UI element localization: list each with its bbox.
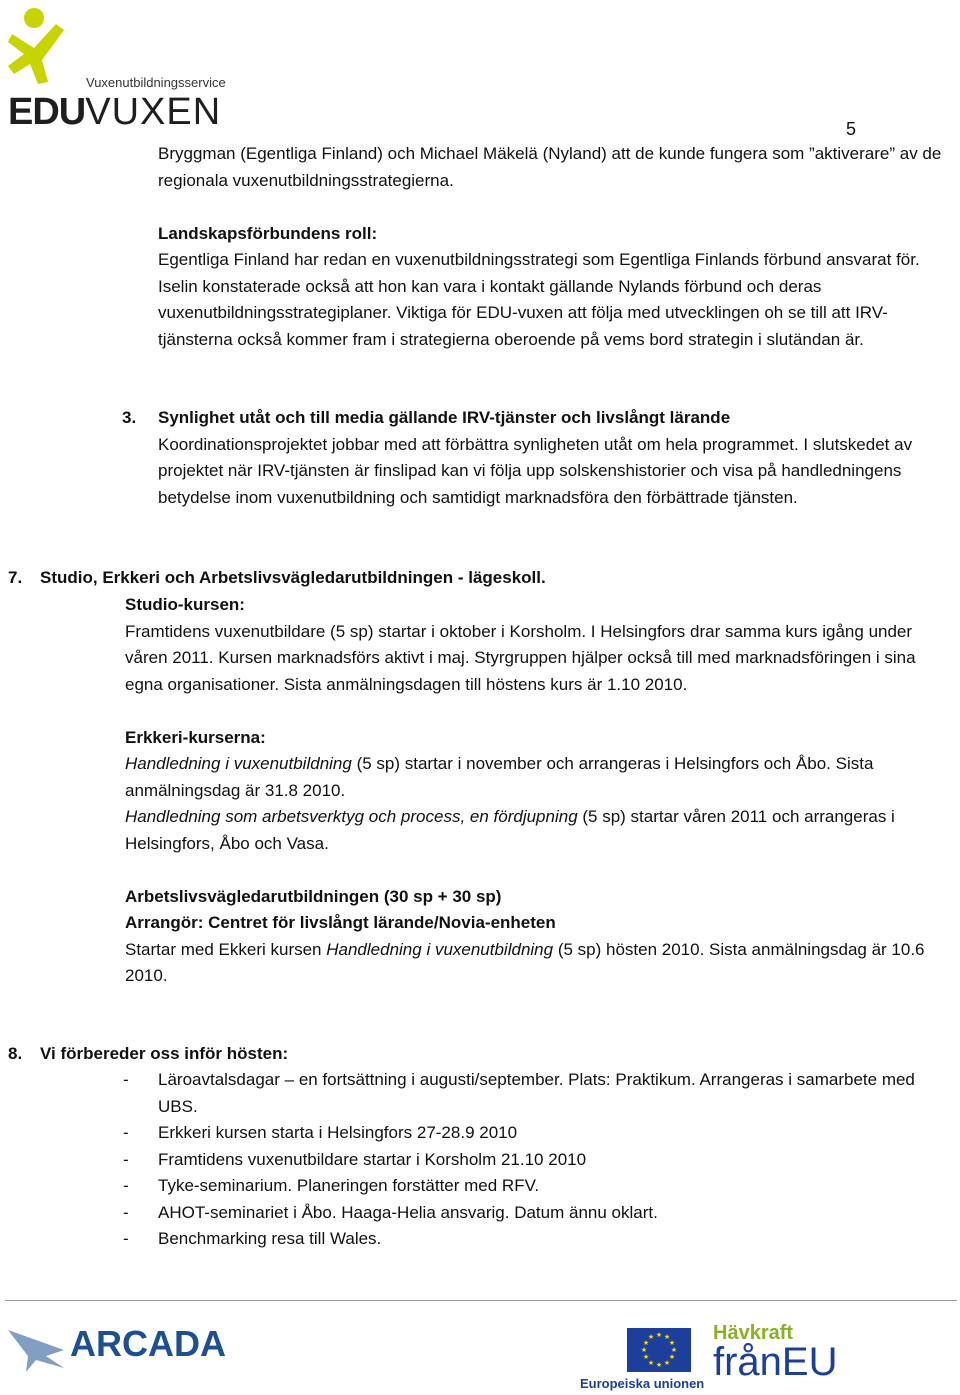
paragraph: Koordinationsprojektet jobbar med att förbättra synligheten utåt om hela programmet. I slutskedet av projektet när IRV-tjänsten är finslipad kan vi följa upp solskenshistorier och visa på handledningens betydelse inom vuxenutbildning och samtidigt marknadsföra den förbättrade tjänsten. <box>158 434 913 507</box>
paragraph: Egentliga Finland har redan en vuxenutbildningsstrategi som Egentliga Finlands förbund ansvarat för. Iselin konstaterade också att hon kan vara i kontakt gällande Nylands förbund och deras vuxenutbildningsstrategiplaner. Viktiga för EDU-vuxen att följa med utvecklingen oh se till att IRV-tjänsterna också kommer fram i strategierna oberoende på vems bord strategin i slutändan är. <box>158 250 920 349</box>
paragraph: Bryggman (Egentliga Finland) och Michael Mäkelä (Nyland) att de kunde fungera som ”aktiverare” av de regionala vuxenutbildningsstrategierna. <box>158 144 942 190</box>
section-8-heading <box>8 1041 948 1068</box>
svg-text:★: ★ <box>642 1339 650 1347</box>
arrangor-heading: Arrangör: Centret för livslångt lärande/Novia-enheten <box>125 913 556 932</box>
section-title: Studio, Erkkeri och Arbetslivsvägledarutbildningen - lägeskoll. <box>40 568 546 587</box>
section-3 <box>122 405 948 511</box>
course-text: (5 sp) startar i november och arrangeras i Helsingfors och Åbo. Sista anmälningsdag är 31.8 2010. <box>125 754 874 800</box>
svg-text:★: ★ <box>640 1346 648 1354</box>
course-title: Handledning i vuxenutbildning <box>125 754 352 773</box>
text-part: Startar med Ekkeri kursen <box>125 939 327 959</box>
logo-subtitle: Vuxenutbildningsservice <box>86 75 226 90</box>
section-heading: Synlighet utåt och till media gällande IRV-tjänster och livslångt lärande <box>158 408 731 427</box>
eu-flag-icon <box>627 1328 691 1372</box>
svg-text:★: ★ <box>668 1353 676 1361</box>
section-1-continued <box>158 141 948 353</box>
havkraft-logo-text: Hävkraft <box>713 1322 794 1344</box>
section-number: 3. <box>122 408 137 427</box>
arcada-logo-text: ARCADA <box>70 1323 226 1364</box>
section-7-body <box>125 592 955 990</box>
section-7-heading <box>8 565 948 592</box>
section-number: 8. <box>8 1044 23 1063</box>
svg-text:★: ★ <box>655 1331 663 1339</box>
list-item: - Erkkeri kursen starta i Helsingfors 27-28.9 2010 <box>121 1120 931 1147</box>
text-part: (5 sp) hösten 2010. Sista anmälningsdag är 10.6 2010. <box>125 939 925 985</box>
studio-heading: Studio-kursen: <box>125 595 245 614</box>
list-item: - AHOT-seminariet i Åbo. Haaga-Helia ansvarig. Datum ännu oklart. <box>121 1200 931 1227</box>
section-title: Vi förbereder oss inför hösten: <box>40 1044 289 1063</box>
svg-text:★: ★ <box>663 1333 671 1341</box>
svg-text:★: ★ <box>655 1361 663 1369</box>
list-item: - Läroavtalsdagar – en fortsättning i augusti/september. Plats: Praktikum. Arrangeras i samarbete med UBS. <box>121 1067 931 1120</box>
section-number: 7. <box>8 568 23 587</box>
autumn-list <box>121 1067 931 1253</box>
svg-text:★: ★ <box>642 1353 650 1361</box>
svg-text:★: ★ <box>670 1346 678 1354</box>
heading-landskapsforbund: Landskapsförbundens roll: <box>158 223 378 243</box>
erkkeri-heading: Erkkeri-kurserna: <box>125 727 266 747</box>
studio-text: Framtidens vuxenutbildare (5 sp) startar i oktober i Korsholm. I Helsingfors drar samma kurs igång under våren 2011. Kursen marknadsförs aktivt i maj. Styrgruppen hjälper också till med marknadsföringen i sina egna organisationer. Sista anmälningsdagen till höstens kurs är 1.10 2010. <box>125 621 916 694</box>
logo-vuxen: VUXEN <box>85 91 222 133</box>
erkkeri-course-2 <box>125 804 955 857</box>
course-title: Handledning i vuxenutbildning <box>326 939 554 959</box>
franeu-logo-text: frånEU <box>713 1340 838 1384</box>
footer-divider <box>5 1300 957 1301</box>
svg-text:★: ★ <box>647 1333 655 1341</box>
logo-edu: EDU <box>8 91 86 133</box>
eduvuxen-wordmark <box>8 92 221 132</box>
arbetsliv-heading: Arbetslivsvägledarutbildningen (30 sp + 30 sp) <box>125 886 502 906</box>
svg-text:★: ★ <box>668 1339 676 1347</box>
erkkeri-course-1 <box>125 751 955 804</box>
course-title: Handledning som arbetsverktyg och process, en fördjupning <box>125 807 578 826</box>
svg-text:★: ★ <box>647 1359 655 1367</box>
arbetsliv-text <box>125 937 955 990</box>
course-text: (5 sp) startar våren 2011 och arrangeras i Helsingfors, Åbo och Vasa. <box>125 807 895 853</box>
list-item: - Benchmarking resa till Wales. <box>121 1226 931 1253</box>
list-item: - Tyke-seminarium. Planeringen forstätter med RFV. <box>121 1173 931 1200</box>
eu-logo-text: Europeiska unionen <box>580 1376 705 1391</box>
page-number: 5 <box>845 119 856 139</box>
svg-text:★: ★ <box>663 1359 671 1367</box>
list-item: - Framtidens vuxenutbildare startar i Korsholm 21.10 2010 <box>121 1147 931 1174</box>
